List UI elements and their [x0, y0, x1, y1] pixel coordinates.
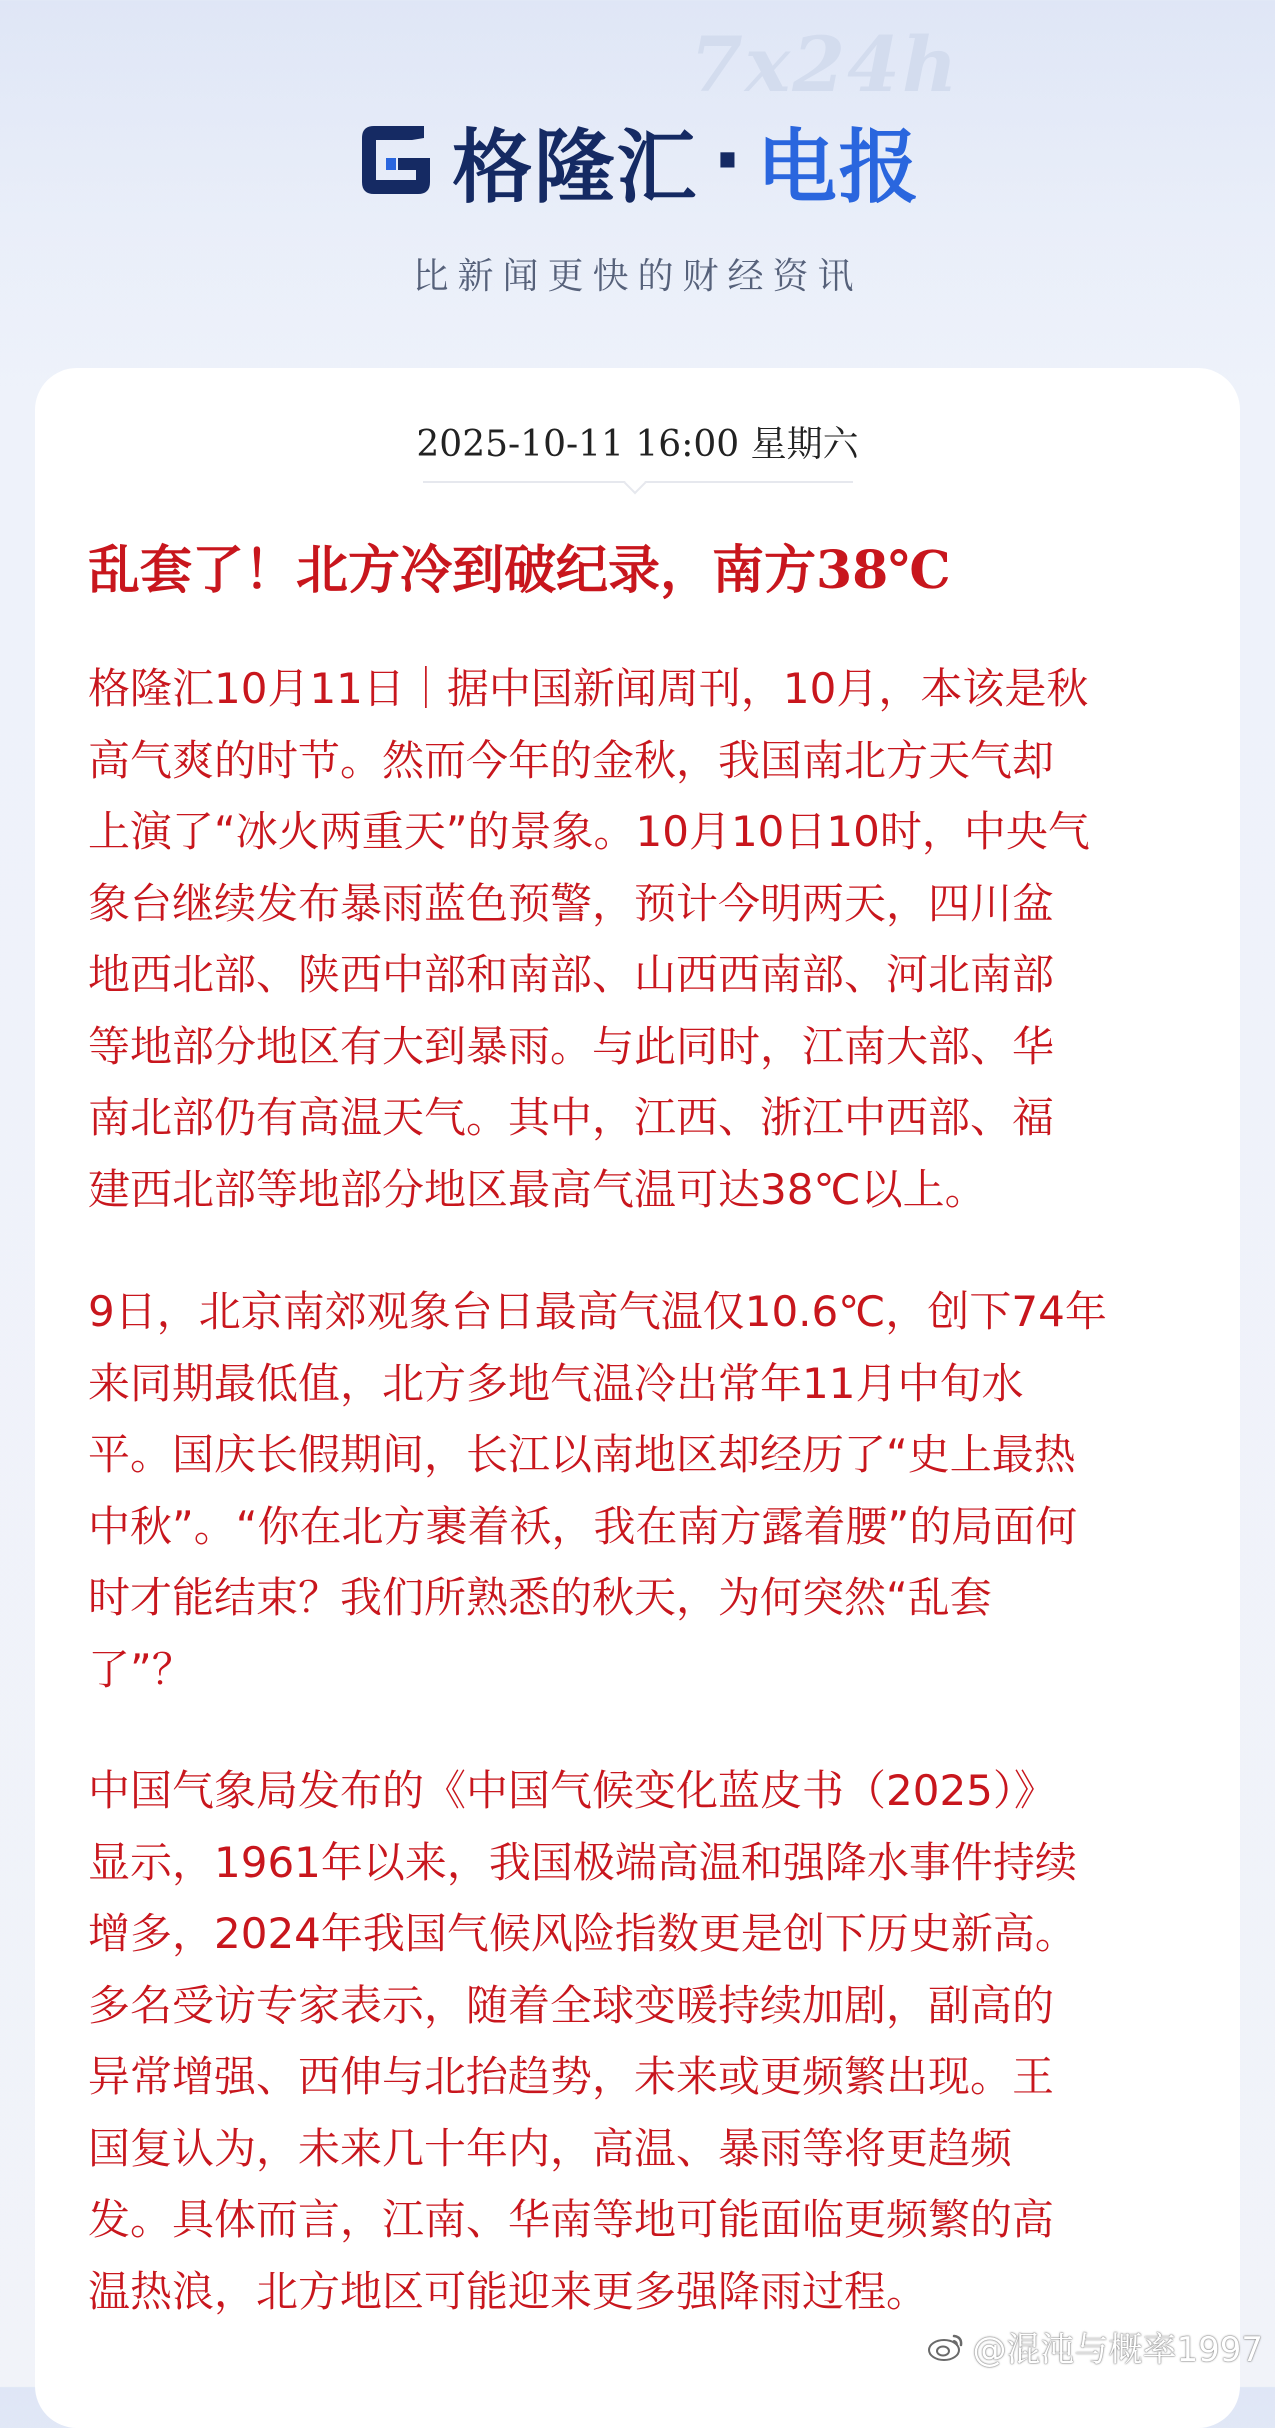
paragraph-line: 时才能结束？我们所熟悉的秋天，为何突然“乱套 [88, 1573, 992, 1622]
paragraph-line: 等地部分地区有大到暴雨。与此同时，江南大部、华 [88, 1021, 1055, 1071]
paragraph-line: 增多，2024年我国气候风险指数更是创下历史新高。 [88, 1909, 1077, 1958]
paragraph-line: 9日，北京南郊观象台日最高气温仅10.6℃，创下74年 [88, 1287, 1107, 1336]
paragraph-line: 象台继续发布暴雨蓝色预警，预计今明两天，四川盆 [88, 878, 1055, 928]
article-datetime: 2025-10-11 16:00 星期六 [416, 424, 859, 465]
article-paragraph-1 [88, 653, 1218, 1225]
brand-name: 格隆汇 [452, 120, 699, 214]
paragraph-line: 来同期最低值，北方多地气温冷出常年11月中旬水 [88, 1358, 1024, 1408]
paragraph-line: 温热浪，北方地区可能迎来更多强降雨过程。 [88, 2266, 929, 2316]
paragraph-line: 发。具体而言，江南、华南等地可能面临更频繁的高 [88, 2195, 1055, 2244]
watermark-7x24h: 7x24h [690, 20, 960, 109]
paragraph-line: 南北部仍有高温天气。其中，江西、浙江中西部、福 [88, 1093, 1055, 1142]
paragraph-line: 平。国庆长假期间，长江以南地区却经历了“史上最热 [88, 1430, 1076, 1479]
divider-notch-icon [624, 472, 647, 495]
brand-header [0, 110, 1275, 214]
article-paragraph-2 [88, 1276, 1218, 1705]
paragraph-line: 高气爽的时节。然而今年的金秋，我国南北方天气却 [88, 735, 1055, 785]
paragraph-line: 显示，1961年以来，我国极端高温和强降水事件持续 [88, 1837, 1077, 1887]
article-paragraph-3 [88, 1755, 1218, 2327]
paragraph-line: 多名受访专家表示，随着全球变暖持续加剧，副高的 [88, 1980, 1055, 2030]
weibo-username: @混沌与概率1997 [972, 2330, 1263, 2370]
slogan: 比新闻更快的财经资讯 [412, 256, 863, 297]
paragraph-line: 国复认为，未来几十年内，高温、暴雨等将更趋频 [88, 2123, 1013, 2173]
brand-separator: · [712, 113, 743, 207]
paragraph-line: 了”？ [88, 1644, 194, 1694]
gelonghui-logo-icon [354, 118, 438, 202]
paragraph-line: 异常增强、西伸与北抬趋势，未来或更频繁出现。王 [88, 2052, 1055, 2101]
weibo-icon [926, 2331, 966, 2363]
paragraph-line: 建西北部等地部分地区最高气温可达38℃以上。 [88, 1164, 987, 1214]
paragraph-line: 中秋”。“你在北方裹着袄，我在南方露着腰”的局面何 [88, 1501, 1078, 1551]
article-card [35, 368, 1240, 2428]
paragraph-line: 格隆汇10月11日｜据中国新闻周刊，10月，本该是秋 [88, 664, 1089, 713]
paragraph-line: 地西北部、陕西中部和南部、山西西南部、河北南部 [88, 950, 1055, 999]
paragraph-line: 中国气象局发布的《中国气候变化蓝皮书（2025）》 [88, 1766, 1056, 1815]
article-title: 乱套了！北方冷到破纪录，南方38℃ [88, 540, 951, 601]
paragraph-line: 上演了“冰火两重天”的景象。10月10日10时，中央气 [88, 807, 1090, 856]
weibo-credit [926, 2322, 1263, 2371]
brand-product-name: 电报 [756, 120, 921, 214]
